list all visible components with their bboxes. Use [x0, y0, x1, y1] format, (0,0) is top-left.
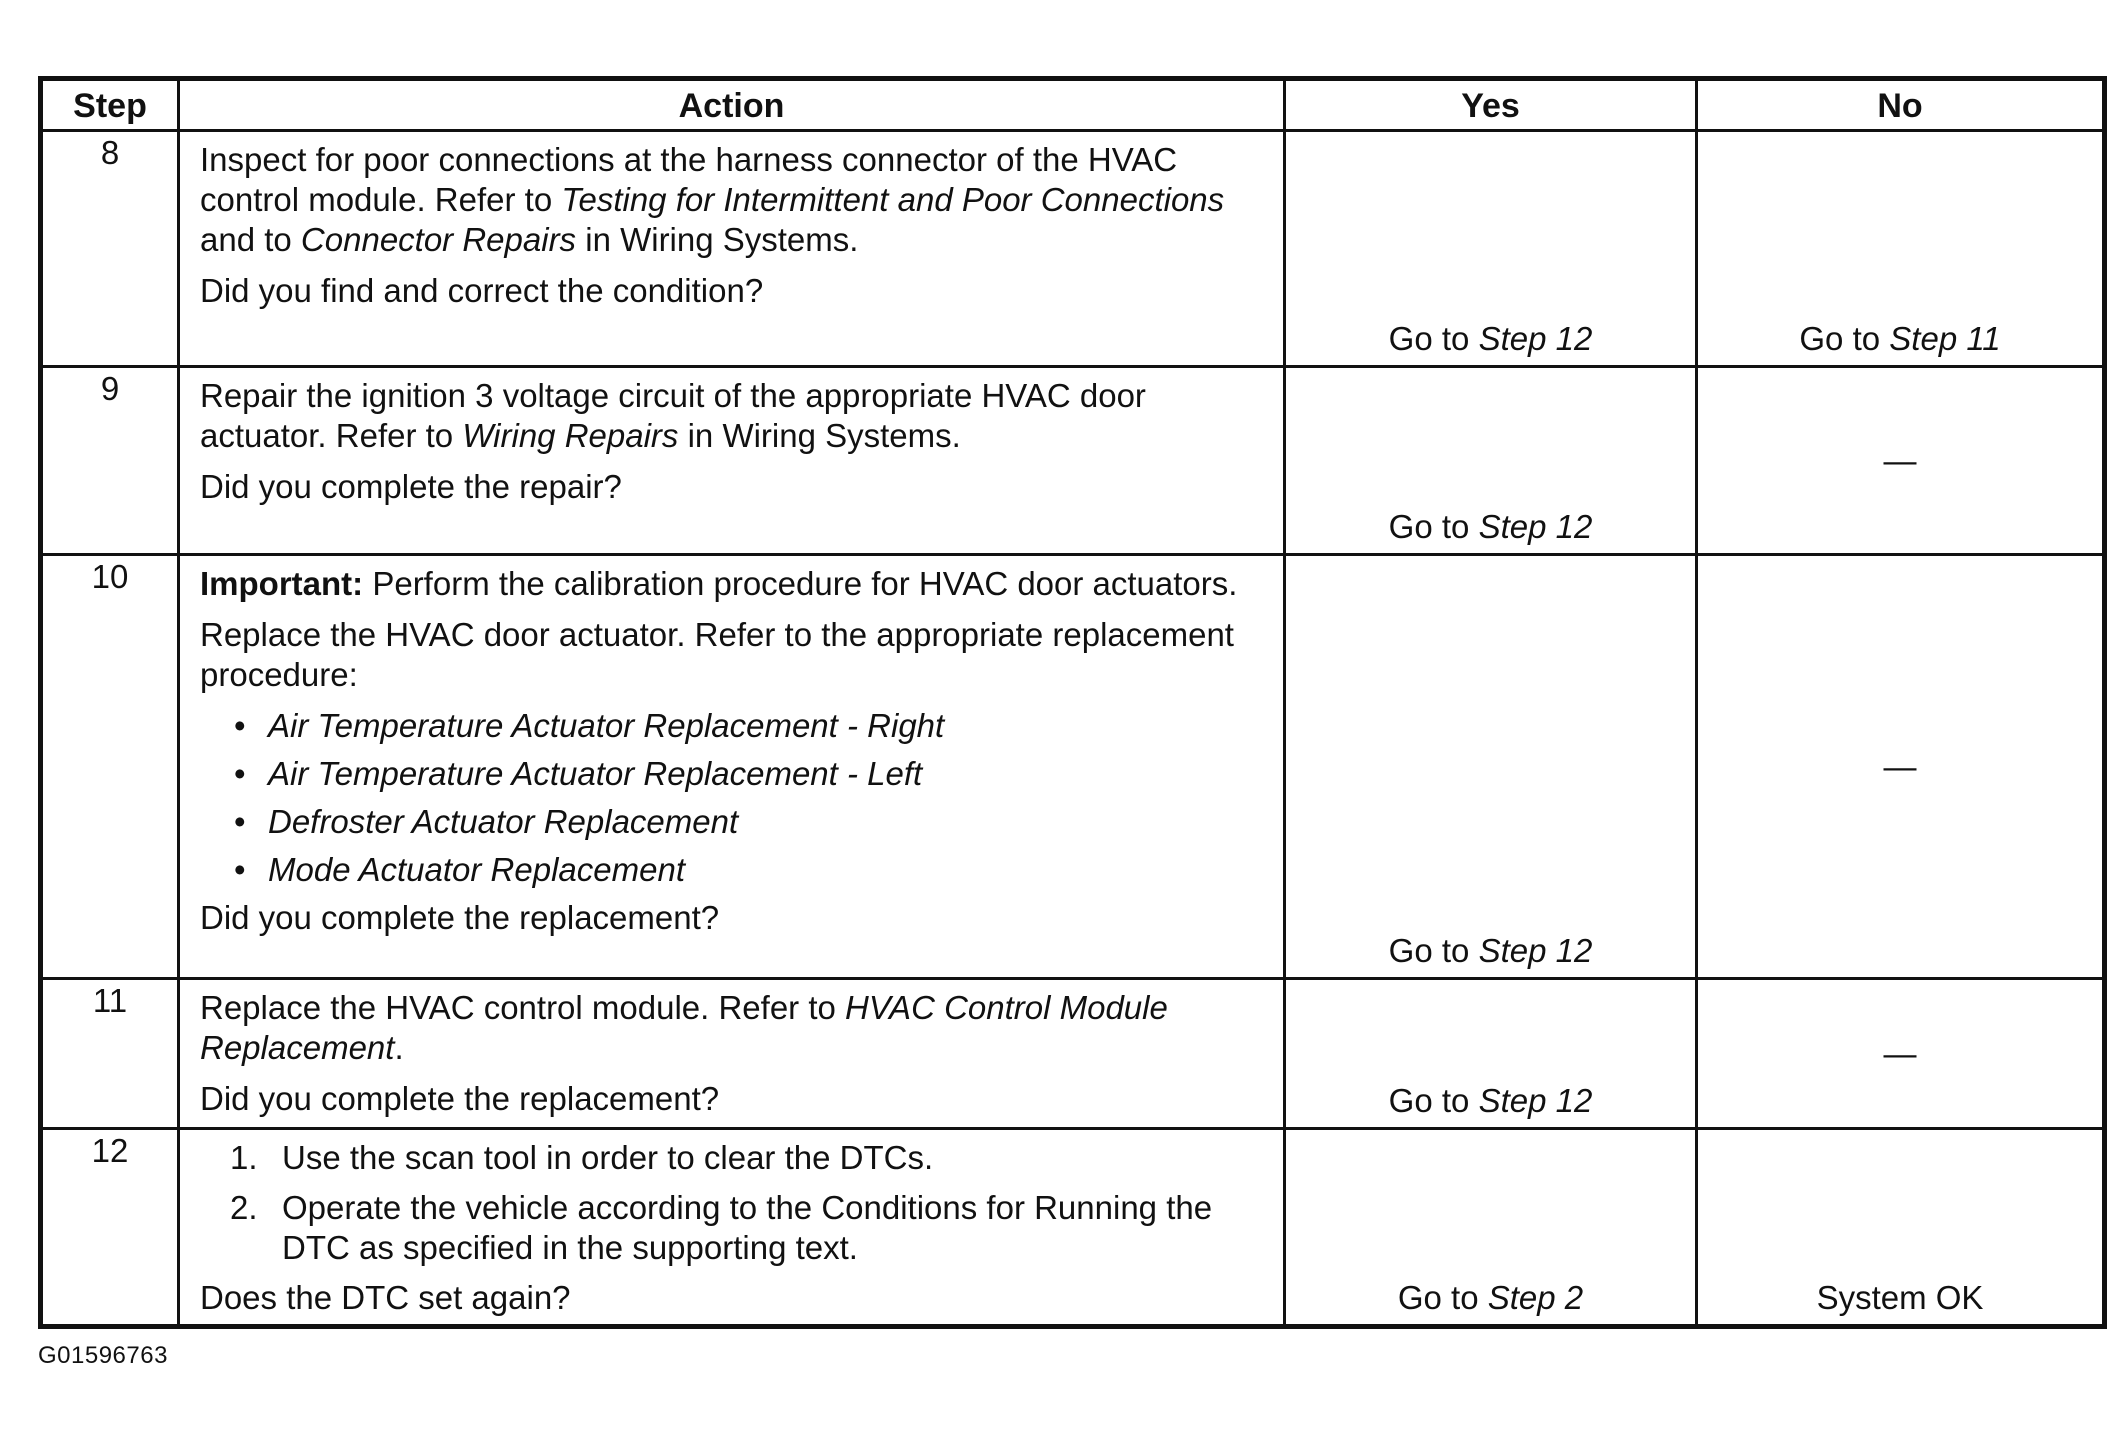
list-item[interactable]: • Air Temperature Actuator Replacement - Left: [234, 754, 1263, 794]
table-row-step-12: [41, 1129, 2105, 1327]
table-row-step-11: [41, 979, 2105, 1129]
step-number: 8: [41, 131, 179, 367]
yes-result: Go to Step 12: [1388, 508, 1593, 545]
table-row-step-9: [41, 367, 2105, 555]
no-result-dash: —: [1883, 441, 1917, 479]
no-result: System OK: [1816, 1279, 1984, 1316]
yes-result: Go to Step 12: [1388, 320, 1593, 357]
no-cell: [1697, 1129, 2105, 1327]
header-step: Step: [41, 79, 179, 131]
yes-result: Go to Step 2: [1397, 1279, 1584, 1316]
list-item[interactable]: • Defroster Actuator Replacement: [234, 802, 1263, 842]
list-item: 2. Operate the vehicle according to the Conditions for Running the DTC as specified in the supporting text.: [230, 1189, 1213, 1266]
table-header-row: [41, 79, 2105, 131]
no-result-dash: —: [1883, 747, 1917, 785]
yes-result: Go to Step 12: [1388, 932, 1593, 969]
go-to-step-link[interactable]: Step 11: [1889, 320, 2001, 357]
list-item: 1. Use the scan tool in order to clear the DTCs.: [230, 1139, 934, 1176]
yes-result: Go to Step 12: [1388, 1082, 1593, 1119]
step-number: 9: [41, 367, 179, 555]
diagnostic-steps-table: [38, 76, 2107, 1329]
table-row-step-10: [41, 555, 2105, 979]
no-cell: [1697, 367, 2105, 555]
numbered-instructions: [200, 1138, 1263, 1268]
action-cell: [179, 367, 1285, 555]
list-item[interactable]: • Air Temperature Actuator Replacement - Right: [234, 706, 1263, 746]
reference-link[interactable]: Wiring Repairs: [462, 417, 679, 454]
no-cell: [1697, 555, 2105, 979]
reference-link[interactable]: Connector Repairs: [300, 221, 577, 258]
step-number: 11: [41, 979, 179, 1129]
figure-id: G01596763: [38, 1342, 168, 1369]
action-cell: [179, 979, 1285, 1129]
go-to-step-link[interactable]: Step 12: [1478, 932, 1593, 969]
step-number: 12: [41, 1129, 179, 1327]
action-cell: [179, 555, 1285, 979]
yes-cell: [1285, 131, 1697, 367]
important-label: Important:: [200, 565, 364, 602]
action-text: Repair the ignition 3 voltage circuit of the appropriate HVAC door actuator. Refer to Wiring Repairs in Wiring Systems.: [200, 377, 1146, 454]
go-to-step-link[interactable]: Step 12: [1478, 1082, 1593, 1119]
no-cell: [1697, 979, 2105, 1129]
list-item[interactable]: • Mode Actuator Replacement: [234, 850, 1263, 890]
yes-cell: [1285, 555, 1697, 979]
go-to-step-link[interactable]: Step 12: [1478, 320, 1593, 357]
action-cell: [179, 1129, 1285, 1327]
reference-link[interactable]: Testing for Intermittent and Poor Connections: [561, 181, 1225, 218]
action-cell: [179, 131, 1285, 367]
go-to-step-link[interactable]: Step 12: [1478, 508, 1593, 545]
table-row-step-8: [41, 131, 2105, 367]
question-text: Does the DTC set again?: [200, 1279, 571, 1316]
question-text: Did you complete the replacement?: [200, 1080, 720, 1117]
diagnostic-table-container: [38, 76, 2102, 1329]
action-text: Replace the HVAC control module. Refer to HVAC Control Module Replacement.: [200, 989, 1168, 1066]
action-text: Inspect for poor connections at the harness connector of the HVAC control module. Refer to Testing for Intermittent and Poor Connections and to Connector Repairs in Wiring Systems.: [200, 141, 1225, 258]
header-no: No: [1697, 79, 2105, 131]
no-result: Go to Step 11: [1799, 320, 2001, 357]
question-text: Did you complete the repair?: [200, 468, 622, 505]
step-number: 10: [41, 555, 179, 979]
question-text: Did you complete the replacement?: [200, 899, 720, 936]
no-result-dash: —: [1883, 1034, 1917, 1072]
header-yes: Yes: [1285, 79, 1697, 131]
reference-link[interactable]: HVAC Control Module Replacement: [200, 989, 1168, 1066]
replacement-procedure-list: [200, 706, 1263, 890]
yes-cell: [1285, 979, 1697, 1129]
question-text: Did you find and correct the condition?: [200, 272, 764, 309]
important-note: Important: Perform the calibration procedure for HVAC door actuators.: [200, 565, 1238, 602]
yes-cell: [1285, 367, 1697, 555]
action-text: Replace the HVAC door actuator. Refer to the appropriate replacement procedure:: [200, 616, 1234, 693]
no-cell: [1697, 131, 2105, 367]
header-action: Action: [179, 79, 1285, 131]
go-to-step-link[interactable]: Step 2: [1487, 1279, 1584, 1316]
yes-cell: [1285, 1129, 1697, 1327]
